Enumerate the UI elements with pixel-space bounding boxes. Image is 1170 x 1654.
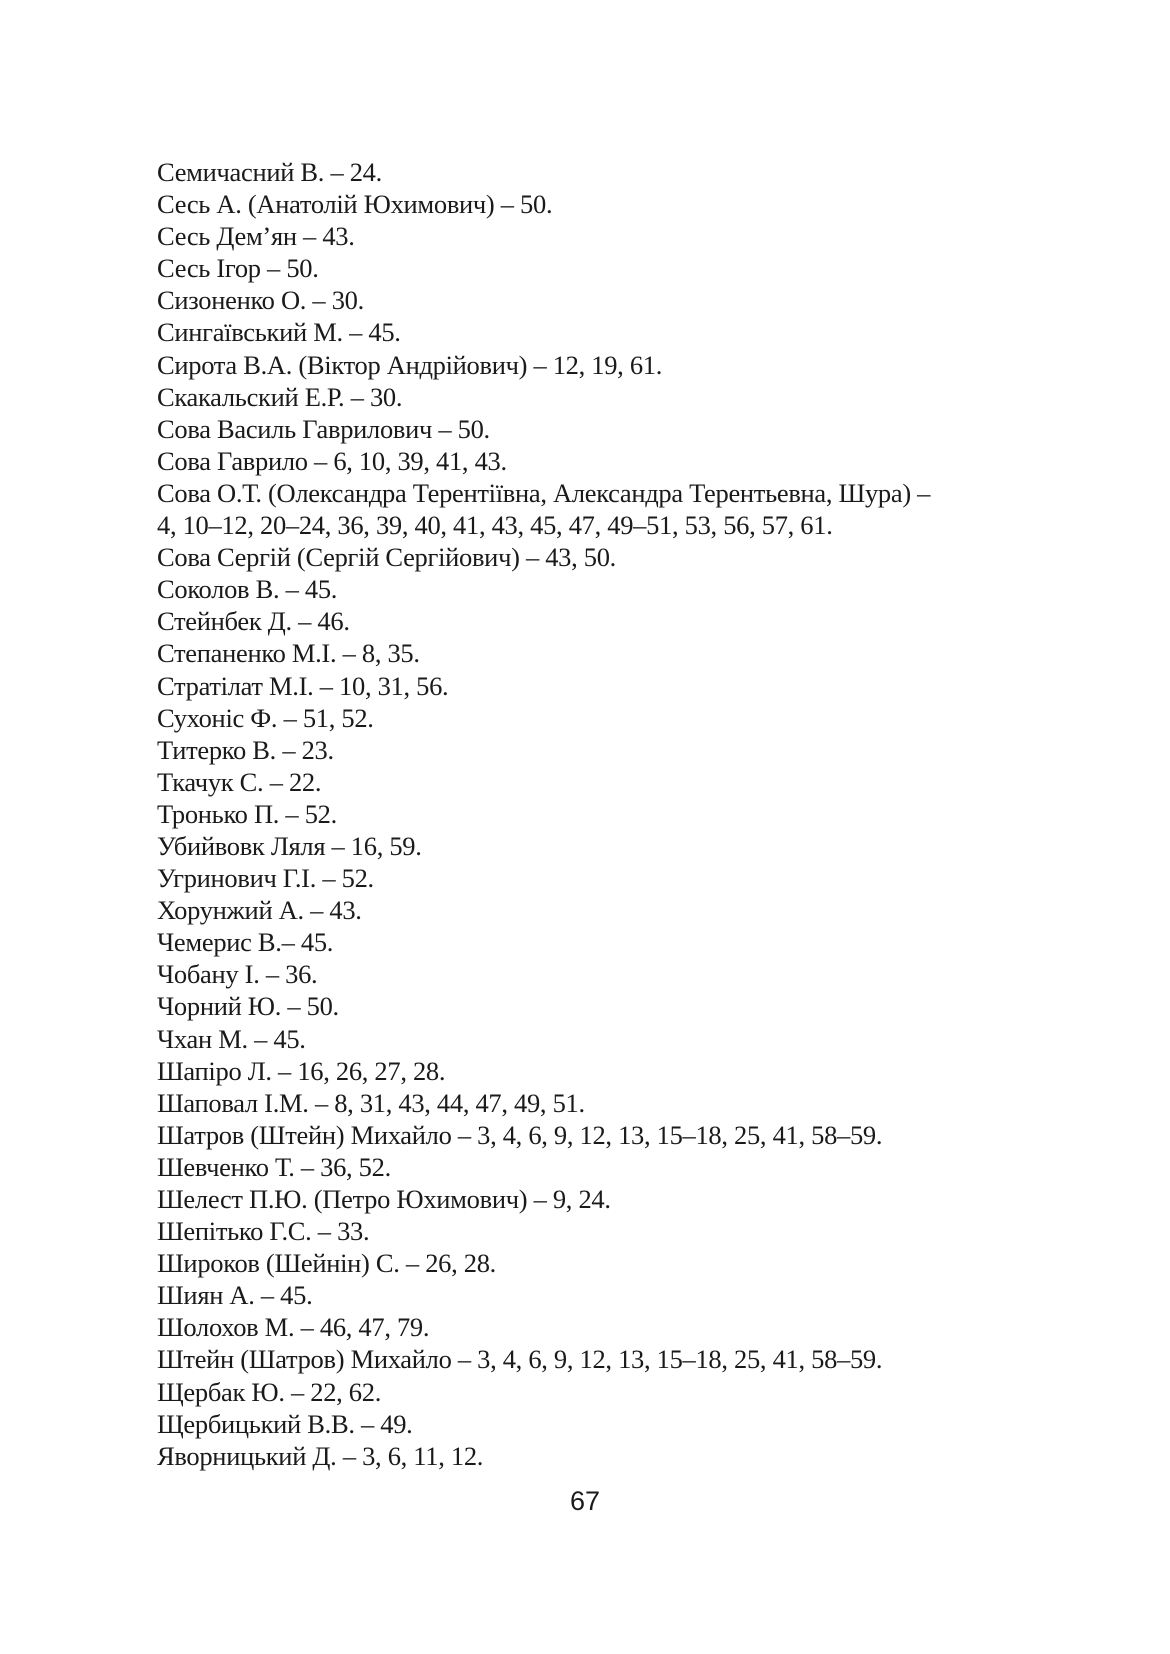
index-entry: Сесь Дем’ян – 43. [157, 221, 355, 252]
index-entry: Убийвовк Ляля – 16, 59. [157, 830, 422, 861]
index-entry: Шапіро Л. – 16, 26, 27, 28. [157, 1055, 446, 1086]
index-entry: Чемерис В.– 45. [157, 927, 334, 958]
index-entry: Шаповал І.М. – 8, 31, 43, 44, 47, 49, 51. [157, 1087, 585, 1118]
index-entry: Тронько П. – 52. [157, 798, 337, 829]
index-entry: Чорний Ю. – 50. [157, 991, 339, 1022]
index-entry: Ткачук С. – 22. [157, 766, 322, 797]
index-entry: Сова Василь Гаврилович – 50. [157, 413, 490, 444]
index-entry: Щербак Ю. – 22, 62. [157, 1376, 382, 1407]
name-index-list [157, 156, 1057, 1472]
index-entry: Широков (Шейнін) С. – 26, 28. [157, 1248, 496, 1279]
index-entry: Сова Гаврило – 6, 10, 39, 41, 43. [157, 445, 507, 476]
index-entry: Шолохов М. – 46, 47, 79. [157, 1312, 430, 1343]
index-entry: Сухоніс Ф. – 51, 52. [157, 702, 374, 733]
index-entry: Сингаївський М. – 45. [157, 317, 401, 348]
index-entry: 4, 10–12, 20–24, 36, 39, 40, 41, 43, 45, 47, 49–51, 53, 56, 57, 61. [157, 510, 833, 541]
index-entry: Угринович Г.І. – 52. [157, 863, 374, 894]
index-entry: Сизоненко О. – 30. [157, 285, 364, 316]
index-entry: Соколов В. – 45. [157, 574, 338, 605]
index-entry: Титерко В. – 23. [157, 734, 334, 765]
index-entry: Чобану І. – 36. [157, 959, 318, 990]
index-entry: Стейнбек Д. – 46. [157, 606, 350, 637]
index-entry: Сова О.Т. (Олександра Терентіївна, Александра Терентьевна, Шура) – [157, 477, 931, 508]
index-entry: Шатров (Штейн) Михайло – 3, 4, 6, 9, 12, 13, 15–18, 25, 41, 58–59. [157, 1119, 883, 1150]
index-entry: Яворницький Д. – 3, 6, 11, 12. [157, 1440, 484, 1471]
index-entry: Чхан М. – 45. [157, 1023, 306, 1054]
index-entry: Шевченко Т. – 36, 52. [157, 1151, 391, 1182]
index-entry: Шелест П.Ю. (Петро Юхимович) – 9, 24. [157, 1184, 611, 1214]
index-entry: Сесь Ігор – 50. [157, 253, 319, 284]
page-number: 67 [569, 1486, 601, 1516]
index-entry: Штейн (Шатров) Михайло – 3, 4, 6, 9, 12, 13, 15–18, 25, 41, 58–59. [157, 1344, 883, 1375]
index-entry: Хорунжий А. – 43. [157, 895, 362, 926]
index-entry: Шиян А. – 45. [157, 1280, 313, 1311]
index-entry: Скакальский Е.Р. – 30. [157, 381, 403, 412]
index-entry: Сова Сергій (Сергій Сергійович) – 43, 50. [157, 542, 616, 573]
index-entry: Сесь А. (Анатолій Юхимович) – 50. [157, 189, 553, 220]
index-entry: Семичасний В. – 24. [157, 157, 382, 187]
index-entry: Стратілат М.І. – 10, 31, 56. [157, 670, 449, 701]
index-entry: Сирота В.А. (Віктор Андрійович) – 12, 19, 61. [157, 349, 663, 380]
index-entry: Щербицький В.В. – 49. [157, 1408, 413, 1439]
index-entry: Шепітько Г.С. – 33. [157, 1216, 370, 1247]
index-entry: Степаненко М.І. – 8, 35. [157, 638, 420, 669]
